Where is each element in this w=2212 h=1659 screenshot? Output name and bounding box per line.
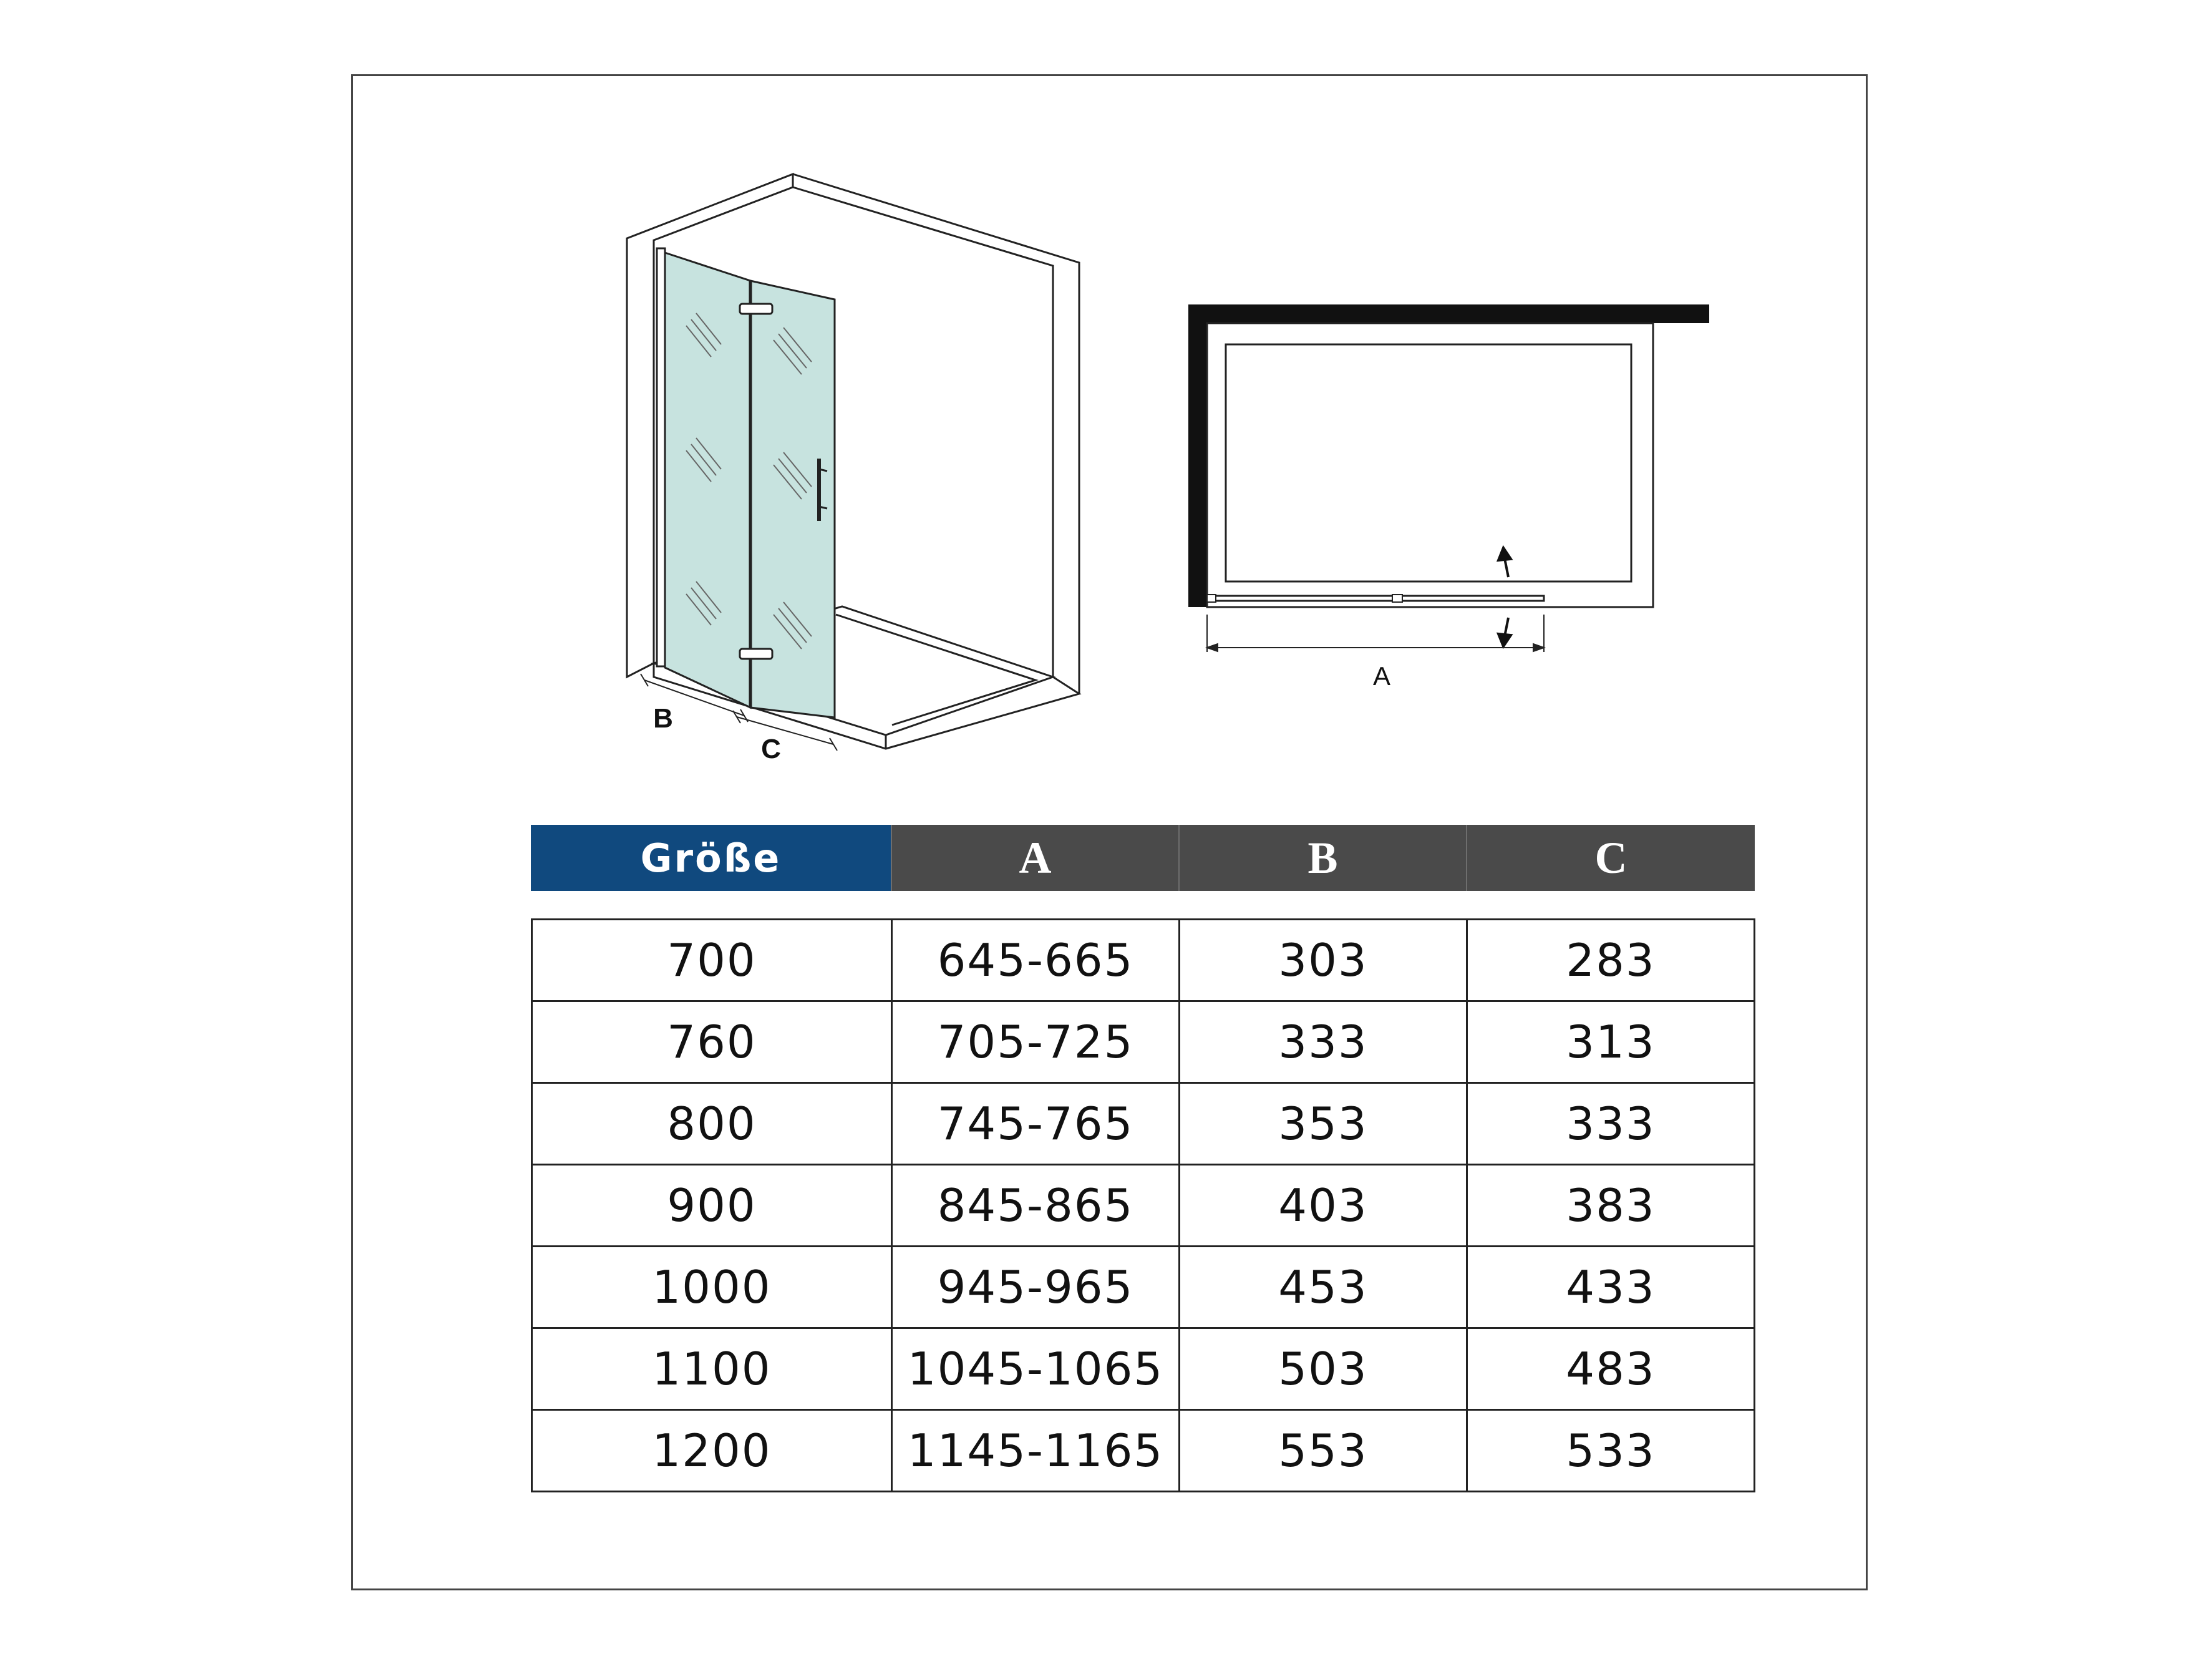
- plan-glass-door: [1207, 596, 1544, 601]
- plan-hinge-middle: [1392, 595, 1402, 602]
- cell-a: 645-665: [892, 920, 1180, 1001]
- label-b: B: [653, 703, 673, 734]
- cell-size: 700: [532, 920, 892, 1001]
- cell-b: 453: [1180, 1247, 1467, 1328]
- cell-b: 303: [1180, 920, 1467, 1001]
- table-row: [532, 1001, 1755, 1083]
- header-size: Größe: [531, 825, 891, 891]
- table-row: [532, 1083, 1755, 1165]
- perspective-view: [627, 174, 1079, 751]
- cell-b: 333: [1180, 1001, 1467, 1083]
- cell-size: 1200: [532, 1410, 892, 1492]
- header-b: B: [1178, 825, 1466, 891]
- cell-size: 900: [532, 1165, 892, 1247]
- header-a: A: [891, 825, 1178, 891]
- plan-hinge-left: [1207, 595, 1216, 602]
- cell-a: 845-865: [892, 1165, 1180, 1247]
- drawings: [0, 0, 2212, 811]
- cell-c: 533: [1467, 1410, 1755, 1492]
- glass-panel-left: [665, 253, 750, 708]
- table-row: [532, 920, 1755, 1001]
- dimension-c-tick-right: [830, 738, 837, 751]
- table-header: [531, 825, 1755, 891]
- cell-size: 1000: [532, 1247, 892, 1328]
- table-row: [532, 1410, 1755, 1492]
- label-a: A: [1372, 661, 1391, 691]
- cell-b: 503: [1180, 1328, 1467, 1410]
- cell-a: 945-965: [892, 1247, 1180, 1328]
- cell-a: 1145-1165: [892, 1410, 1180, 1492]
- cell-size: 760: [532, 1001, 892, 1083]
- plan-wall-top: [1188, 304, 1709, 323]
- cell-size: 1100: [532, 1328, 892, 1410]
- plan-view: [1188, 304, 1709, 652]
- table-row: [532, 1247, 1755, 1328]
- hinge-top: [740, 304, 772, 314]
- cell-a: 745-765: [892, 1083, 1180, 1165]
- cell-b: 553: [1180, 1410, 1467, 1492]
- cell-a: 705-725: [892, 1001, 1180, 1083]
- dimension-c-line: [737, 717, 833, 744]
- dimensions-table: [531, 825, 1755, 1492]
- cell-c: 383: [1467, 1165, 1755, 1247]
- label-c: C: [761, 734, 781, 764]
- cell-size: 800: [532, 1083, 892, 1165]
- dimension-a: [1207, 615, 1544, 652]
- header-c: C: [1466, 825, 1755, 891]
- cell-a: 1045-1065: [892, 1328, 1180, 1410]
- table-row: [532, 1165, 1755, 1247]
- dimension-b-tick-left: [641, 674, 648, 686]
- table-body: [531, 918, 1755, 1492]
- cell-c: 313: [1467, 1001, 1755, 1083]
- cell-c: 333: [1467, 1083, 1755, 1165]
- cell-c: 483: [1467, 1328, 1755, 1410]
- plan-wall-left: [1188, 304, 1207, 607]
- cell-c: 433: [1467, 1247, 1755, 1328]
- hinge-bottom: [740, 649, 772, 659]
- plan-tray-inner: [1226, 344, 1631, 581]
- cell-b: 403: [1180, 1165, 1467, 1247]
- cell-b: 353: [1180, 1083, 1467, 1165]
- cell-c: 283: [1467, 920, 1755, 1001]
- table-row: [532, 1328, 1755, 1410]
- wall-profile: [657, 248, 665, 666]
